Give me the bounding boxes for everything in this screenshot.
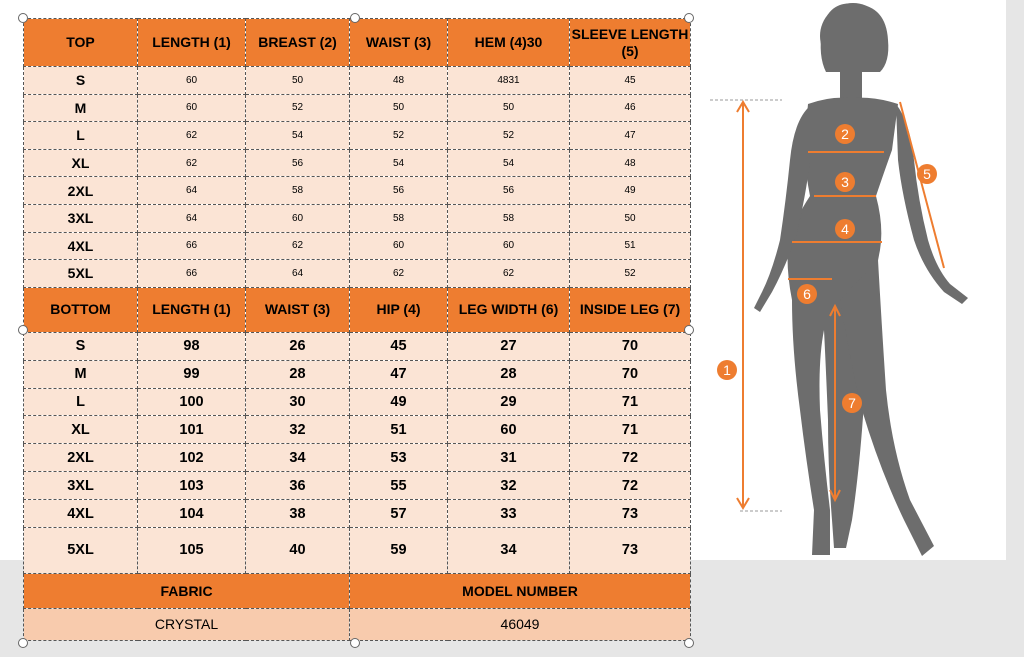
marker-label: 3: [841, 174, 849, 190]
table-cell: LENGTH (1): [138, 287, 246, 332]
table-cell: 73: [570, 527, 691, 573]
marker-label: 4: [841, 221, 849, 237]
table-cell: 33: [448, 500, 570, 528]
bottom-size-row: [24, 416, 691, 444]
selection-handle[interactable]: [684, 13, 694, 23]
marker-label: 1: [723, 362, 731, 378]
table-cell: SLEEVE LENGTH (5): [570, 19, 691, 67]
table-cell: LENGTH (1): [138, 19, 246, 67]
size-label-cell: 4XL: [24, 232, 138, 260]
size-chart-table[interactable]: [23, 18, 691, 641]
table-cell: 28: [448, 360, 570, 388]
table-cell: 58: [246, 177, 350, 205]
size-label-cell: 2XL: [24, 444, 138, 472]
table-cell: 60: [448, 232, 570, 260]
table-cell: 66: [138, 260, 246, 288]
table-cell: 70: [570, 360, 691, 388]
table-cell: 50: [246, 67, 350, 95]
table-cell: 56: [448, 177, 570, 205]
top-size-row: [24, 122, 691, 150]
marker-label: 2: [841, 126, 849, 142]
table-cell: 34: [448, 527, 570, 573]
bottom-size-row: [24, 360, 691, 388]
body-measurement-figure: [700, 0, 1000, 560]
table-cell: 52: [570, 260, 691, 288]
table-cell: WAIST (3): [350, 19, 448, 67]
table-cell: 38: [246, 500, 350, 528]
table-cell: 60: [448, 416, 570, 444]
table-cell: 30: [246, 388, 350, 416]
table-cell: 32: [246, 416, 350, 444]
table-cell: 58: [350, 204, 448, 232]
table-cell: 45: [350, 332, 448, 360]
size-label-cell: TOP: [24, 19, 138, 67]
table-cell: 28: [246, 360, 350, 388]
top-size-row: [24, 232, 691, 260]
selection-handle[interactable]: [684, 325, 694, 335]
table-cell: 104: [138, 500, 246, 528]
table-cell: INSIDE LEG (7): [570, 287, 691, 332]
table-cell: 62: [138, 149, 246, 177]
size-label-cell: 5XL: [24, 260, 138, 288]
table-cell: 56: [350, 177, 448, 205]
model-value-cell: 46049: [350, 608, 691, 640]
table-cell: 60: [246, 204, 350, 232]
size-label-cell: 3XL: [24, 472, 138, 500]
table-cell: 98: [138, 332, 246, 360]
table-cell: 4831: [448, 67, 570, 95]
table-cell: 72: [570, 472, 691, 500]
marker-label: 7: [848, 395, 856, 411]
bottom-header-row: [24, 287, 691, 332]
woman-silhouette: [754, 3, 968, 556]
table-cell: 50: [350, 94, 448, 122]
table-cell: 26: [246, 332, 350, 360]
selection-handle[interactable]: [18, 325, 28, 335]
table-cell: 56: [246, 149, 350, 177]
table-cell: WAIST (3): [246, 287, 350, 332]
table-cell: 31: [448, 444, 570, 472]
table-cell: 59: [350, 527, 448, 573]
table-cell: 50: [570, 204, 691, 232]
table-cell: 102: [138, 444, 246, 472]
table-cell: 54: [350, 149, 448, 177]
top-size-row: [24, 94, 691, 122]
table-cell: 48: [350, 67, 448, 95]
size-label-cell: M: [24, 94, 138, 122]
model-label-cell: MODEL NUMBER: [350, 573, 691, 608]
table-cell: 46: [570, 94, 691, 122]
table-cell: 52: [350, 122, 448, 150]
table-cell: 48: [570, 149, 691, 177]
size-label-cell: L: [24, 388, 138, 416]
table-cell: 100: [138, 388, 246, 416]
table-cell: 47: [570, 122, 691, 150]
top-size-row: [24, 67, 691, 95]
fabric-value-cell: CRYSTAL: [24, 608, 350, 640]
top-size-row: [24, 204, 691, 232]
table-cell: 45: [570, 67, 691, 95]
table-cell: 64: [246, 260, 350, 288]
bottom-size-row: [24, 332, 691, 360]
table-cell: 72: [570, 444, 691, 472]
bottom-size-row: [24, 472, 691, 500]
table-cell: 52: [246, 94, 350, 122]
table-cell: 55: [350, 472, 448, 500]
selection-handle[interactable]: [18, 13, 28, 23]
table-cell: BREAST (2): [246, 19, 350, 67]
table-cell: 71: [570, 416, 691, 444]
size-label-cell: BOTTOM: [24, 287, 138, 332]
table-cell: 50: [448, 94, 570, 122]
fabric-label-cell: FABRIC: [24, 573, 350, 608]
table-cell: 73: [570, 500, 691, 528]
marker-label: 6: [803, 286, 811, 302]
table-cell: 54: [448, 149, 570, 177]
table-cell: 57: [350, 500, 448, 528]
table-cell: 64: [138, 204, 246, 232]
table-cell: 47: [350, 360, 448, 388]
footer-value-row: [24, 608, 691, 640]
selection-handle[interactable]: [18, 638, 28, 648]
size-label-cell: S: [24, 332, 138, 360]
size-label-cell: XL: [24, 149, 138, 177]
top-header-row: [24, 19, 691, 67]
table-cell: HIP (4): [350, 287, 448, 332]
table-cell: 103: [138, 472, 246, 500]
size-label-cell: 5XL: [24, 527, 138, 573]
table-cell: 62: [448, 260, 570, 288]
table-cell: 60: [138, 94, 246, 122]
table-cell: 58: [448, 204, 570, 232]
table-cell: 40: [246, 527, 350, 573]
size-label-cell: XL: [24, 416, 138, 444]
table-cell: 51: [350, 416, 448, 444]
table-cell: HEM (4)30: [448, 19, 570, 67]
table-cell: 36: [246, 472, 350, 500]
table-cell: 49: [570, 177, 691, 205]
size-label-cell: 4XL: [24, 500, 138, 528]
table-cell: 49: [350, 388, 448, 416]
bottom-size-row: [24, 500, 691, 528]
table-cell: 62: [350, 260, 448, 288]
table-cell: 29: [448, 388, 570, 416]
bottom-size-row: [24, 444, 691, 472]
footer-header-row: [24, 573, 691, 608]
table-cell: 66: [138, 232, 246, 260]
table-cell: 101: [138, 416, 246, 444]
table-cell: 52: [448, 122, 570, 150]
table-cell: 62: [246, 232, 350, 260]
table-cell: 99: [138, 360, 246, 388]
size-label-cell: M: [24, 360, 138, 388]
size-label-cell: 3XL: [24, 204, 138, 232]
top-size-row: [24, 177, 691, 205]
table-cell: 53: [350, 444, 448, 472]
table-cell: 34: [246, 444, 350, 472]
table-cell: 54: [246, 122, 350, 150]
table-cell: 64: [138, 177, 246, 205]
table-cell: 60: [350, 232, 448, 260]
table-cell: 60: [138, 67, 246, 95]
size-label-cell: 2XL: [24, 177, 138, 205]
table-cell: 32: [448, 472, 570, 500]
size-label-cell: L: [24, 122, 138, 150]
bottom-size-row: [24, 388, 691, 416]
marker-label: 5: [923, 166, 931, 182]
table-cell: 51: [570, 232, 691, 260]
table-cell: 70: [570, 332, 691, 360]
table-cell: 27: [448, 332, 570, 360]
table-cell: 62: [138, 122, 246, 150]
table-cell: LEG WIDTH (6): [448, 287, 570, 332]
size-label-cell: S: [24, 67, 138, 95]
table-cell: 105: [138, 527, 246, 573]
selection-handle[interactable]: [350, 638, 360, 648]
table-cell: 71: [570, 388, 691, 416]
top-size-row: [24, 149, 691, 177]
selection-handle[interactable]: [684, 638, 694, 648]
bottom-size-row: [24, 527, 691, 573]
selection-handle[interactable]: [350, 13, 360, 23]
top-size-row: [24, 260, 691, 288]
